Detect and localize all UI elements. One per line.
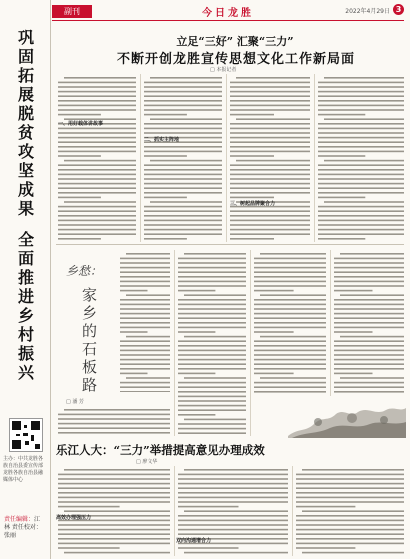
essay-column-4 (334, 250, 404, 396)
article-column-2 (144, 74, 222, 242)
essay-column-1b (58, 406, 170, 436)
section-tag: 副刊 (52, 5, 92, 18)
essay-author: □ 潘 芳 (66, 399, 84, 405)
main-headline: 不断开创龙胜宣传思想文化工作新局面 (116, 52, 355, 67)
editor-credit: 责任编辑：江林 责任校对：张丽 (4, 516, 42, 539)
article-column-4 (318, 74, 404, 242)
essay-title (66, 262, 116, 394)
slogan-line-1: 巩固拓展脱贫攻坚成果 (17, 28, 34, 218)
main-subhead-3: 三、树起品牌聚合力 (230, 201, 276, 207)
ink-painting-image (288, 398, 406, 438)
article-column-1 (58, 74, 136, 242)
bottom-subhead-2: 双向沟通增合力 (176, 538, 212, 544)
left-sidebar (0, 0, 51, 559)
masthead: 今日龙胜 (202, 8, 254, 19)
article-column-3 (230, 74, 310, 242)
essay-title-main: 家乡的石板路 (82, 286, 98, 394)
bottom-article-byline: □ 廖文华 (136, 459, 158, 465)
bottom-subhead-1: 高效办理强压力 (56, 515, 92, 521)
page-number-badge: 3 (393, 4, 404, 15)
main-subhead-2: 二、抓实主阵地 (144, 137, 180, 143)
essay-column-1 (120, 250, 170, 392)
qr-code-icon (9, 418, 43, 452)
vertical-slogan (14, 28, 38, 382)
main-kicker: 立足“三好” 汇聚“三力” (176, 35, 294, 48)
bottom-column-3 (296, 466, 404, 556)
slogan-line-2: 全面推进乡村振兴 (17, 230, 34, 382)
bottom-column-1 (58, 466, 170, 556)
essay-column-2 (178, 250, 246, 436)
essay-column-3 (254, 250, 326, 396)
publisher-info: 主办：中共龙胜各族自治县委宣传部 龙胜各族自治县融媒体中心 (3, 456, 44, 483)
essay-title-top: 乡愁： (66, 264, 103, 278)
bottom-article-title: 乐江人大：“三力”举措提高意见办理成效 (56, 443, 265, 457)
main-subhead-1: 一、用好载体讲故事 (58, 121, 104, 127)
page-header (52, 4, 404, 30)
main-byline: □ 本报记者 (210, 67, 237, 73)
issue-date: 2022年4月29日 (345, 8, 390, 15)
